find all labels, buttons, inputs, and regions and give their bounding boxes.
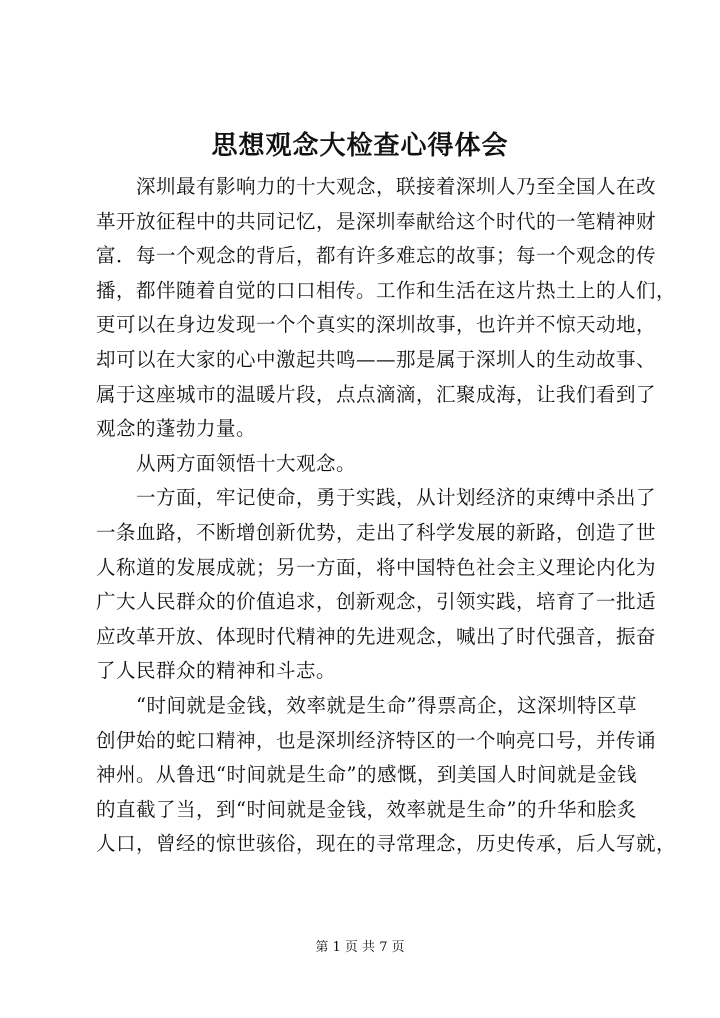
document-title: 思想观念大检查心得体会 (211, 131, 509, 161)
text-line: 观念的蓬勃力量。 (96, 417, 257, 441)
paragraph-3 (96, 481, 657, 689)
text-line: 一条血路，不断增创新优势，走出了科学发展的新路，创造了世 (96, 520, 657, 544)
text-line: 广大人民群众的价值追求，创新观念，引领实践，培育了一批适 (96, 590, 657, 614)
text-line: 革开放征程中的共同记忆，是深圳奉献给这个时代的一笔精神财 (96, 209, 657, 233)
text-line: 一方面，牢记使命，勇于实践，从计划经济的束缚中杀出了 (96, 486, 657, 510)
document-body (96, 170, 677, 862)
text-line: 属于这座城市的温暖片段，点点滴滴，汇聚成海，让我们看到了 (96, 382, 657, 406)
paragraph-1 (96, 170, 677, 447)
text-line: “时间就是金钱，效率就是生命”得票高企，这深圳特区草 (96, 693, 637, 717)
text-line: 富．每一个观念的背后，都有许多难忘的故事；每一个观念的传 (96, 244, 657, 268)
page-footer: 第 1 页 共 7 页 (315, 940, 405, 955)
text-line: 从两方面领悟十大观念。 (96, 451, 357, 475)
paragraph-4 (96, 689, 677, 862)
text-line: 应改革开放、体现时代精神的先进观念，喊出了时代强音，振奋 (96, 624, 657, 648)
text-line: 创伊始的蛇口精神，也是深圳经济特区的一个响亮口号，并传诵 (96, 728, 657, 752)
text-line: 人称道的发展成就；另一方面，将中国特色社会主义理论内化为 (96, 555, 657, 579)
text-line: 播，都伴随着自觉的口口相传。工作和生活在这片热土上的人们， (96, 278, 677, 302)
paragraph-2 (96, 447, 644, 482)
text-line: 神州。从鲁迅“时间就是生命”的感慨，到美国人时间就是金钱 (96, 763, 637, 787)
text-line: 人口，曾经的惊世骇俗，现在的寻常理念，历史传承，后人写就， (96, 832, 677, 856)
text-line: 的直截了当，到“时间就是金钱，效率就是生命”的升华和脍炙 (96, 797, 637, 821)
text-line: 更可以在身边发现一个个真实的深圳故事，也许并不惊天动地， (96, 313, 657, 337)
text-line: 却可以在大家的心中激起共鸣——那是属于深圳人的生动故事、 (96, 347, 657, 371)
text-line: 了人民群众的精神和斗志。 (96, 659, 337, 683)
text-line: 深圳最有影响力的十大观念，联接着深圳人乃至全国人在改 (96, 175, 657, 198)
